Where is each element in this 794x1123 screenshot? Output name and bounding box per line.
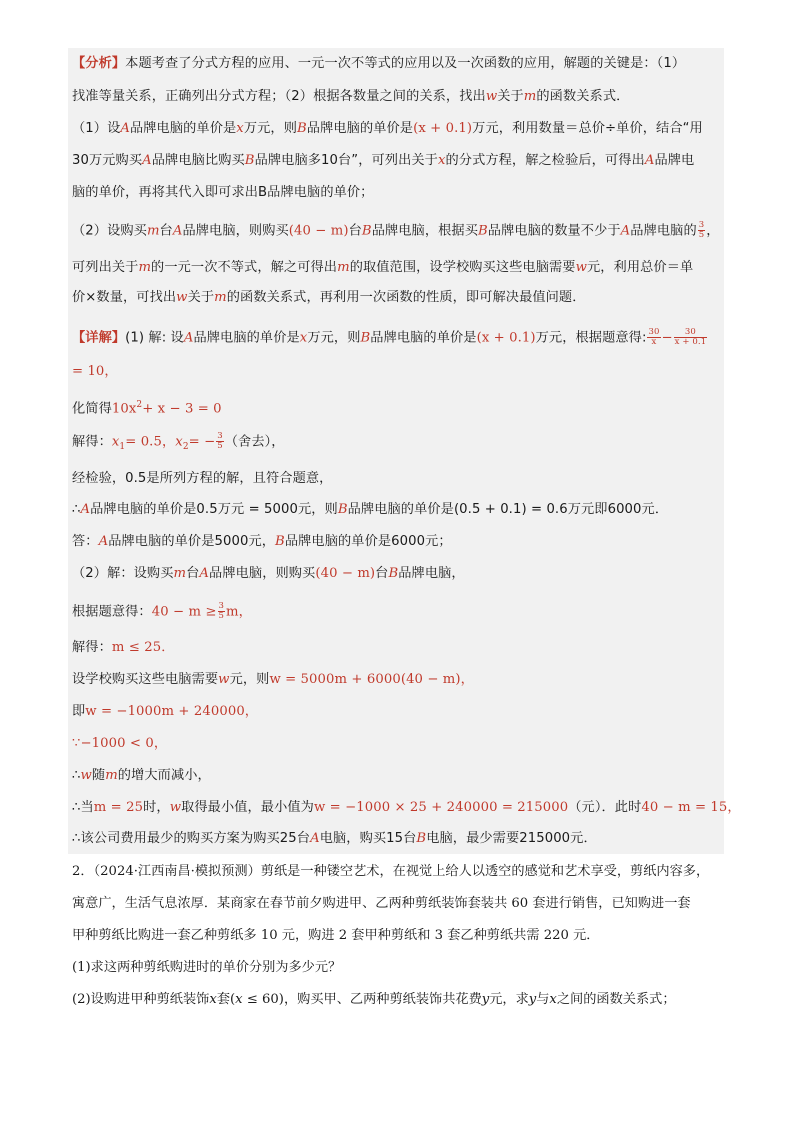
- text-span: 品牌电脑的单价是: [193, 330, 300, 346]
- detail-line-5: [72, 469, 732, 489]
- math-var: m: [337, 260, 350, 275]
- math-expr: (x + 0.1): [413, 121, 473, 136]
- math-var: w: [176, 290, 188, 305]
- math-expr: 40 − m ≥: [151, 604, 217, 620]
- math-var: m: [214, 290, 227, 305]
- math-expr: = 10，: [72, 364, 118, 379]
- math-var: B: [337, 502, 348, 517]
- text-span: 万元，则: [307, 330, 361, 346]
- text-span: 的一元一次不等式，解之可得出: [151, 260, 338, 275]
- text-span: 品牌电脑，: [398, 566, 465, 581]
- math-subscript: 2: [182, 442, 189, 453]
- text-span: 关于: [497, 89, 524, 104]
- text-span: 品牌电脑多10台”，可列出关于: [254, 153, 438, 168]
- analysis-line-2: [72, 87, 732, 107]
- text-span: 台: [348, 223, 362, 239]
- fraction: [647, 328, 660, 347]
- text-span: 关于: [187, 290, 215, 305]
- math-expr: (x + 0.1): [476, 330, 536, 346]
- fraction-numerator: 3: [698, 220, 705, 230]
- text-span: 脑的单价，再将其代入即可求出B品牌电脑的单价；: [72, 185, 374, 200]
- math-expr: (40 − m): [288, 223, 349, 239]
- math-var: w: [169, 800, 182, 815]
- text-span: 品牌电脑的数量不少于: [487, 223, 621, 239]
- detail-line-13: [72, 734, 732, 754]
- detail-line-10: [72, 638, 732, 658]
- math-expr: + x − 3 = 0: [142, 401, 222, 417]
- text-span: 万元，根据题意得:: [535, 330, 647, 346]
- detail-line-12: [72, 702, 732, 722]
- math-var: A: [142, 153, 152, 168]
- detail-line-3: [72, 395, 732, 419]
- detail-line-9: [72, 602, 732, 623]
- math-var: B: [297, 121, 307, 136]
- text-span: 价×数量，可找出: [72, 290, 177, 305]
- analysis-part2-line-2: [72, 258, 732, 278]
- text-span: 的分式方程，解之检验后，可得出: [445, 153, 645, 168]
- fraction-denominator: x + 0.1: [674, 337, 707, 347]
- text-span: 之间的函数关系式；: [556, 992, 676, 1007]
- analysis-part2-line-3: [72, 288, 732, 308]
- math-expr: 10x: [111, 401, 137, 417]
- fraction-denominator: 5: [698, 230, 705, 240]
- text-span: 可列出关于: [72, 260, 139, 275]
- math-var: A: [199, 566, 210, 581]
- math-var: A: [620, 223, 631, 239]
- math-var: y: [481, 992, 490, 1007]
- fraction-denominator: x: [651, 337, 657, 347]
- math-var: B: [478, 223, 488, 239]
- text-span: 台: [159, 223, 173, 239]
- math-var: y: [528, 992, 537, 1007]
- math-var: B: [388, 566, 399, 581]
- math-var: m: [173, 566, 187, 581]
- math-expr: w = −1000m + 240000，: [85, 704, 259, 719]
- math-expr: (40 − m): [315, 566, 376, 581]
- math-var: x: [236, 121, 244, 136]
- analysis-text: 本题考查了分式方程的应用、一元一次不等式的应用以及一次函数的应用，解题的关键是：（1）: [125, 56, 686, 71]
- detail-line-6: [72, 500, 732, 520]
- analysis-part1-line-3: [72, 183, 732, 203]
- fraction-denominator: 5: [218, 611, 225, 621]
- math-var: A: [172, 223, 183, 239]
- detail-line-2: [72, 362, 732, 382]
- math-var: A: [644, 153, 655, 168]
- math-var: B: [416, 831, 427, 846]
- text-span: （2）设购买: [72, 223, 147, 239]
- math-var: w: [80, 768, 92, 783]
- text-span: 品牌电脑的单价是: [370, 330, 477, 346]
- math-var: x: [235, 992, 243, 1007]
- analysis-part1-line-2: [72, 151, 732, 171]
- math-var: x: [175, 434, 183, 450]
- text-span: 的取值范围，设学校购买这些电脑需要: [349, 260, 576, 275]
- math-var: B: [361, 223, 372, 239]
- math-var: B: [275, 534, 285, 549]
- analysis-tag: 【分析】: [72, 56, 126, 71]
- text-span: （2）解：设购买: [72, 566, 174, 581]
- text-span: 取得最小值，最小值为: [181, 800, 314, 815]
- text-span: (1) 解: 设: [125, 330, 184, 346]
- text-span: 与: [536, 992, 550, 1007]
- text-span: 电脑，购买15台: [319, 831, 417, 846]
- text-span: 设学校购买这些电脑需要: [72, 672, 219, 687]
- detail-line-8: [72, 564, 732, 584]
- math-var: w: [218, 672, 230, 687]
- text-span: 即: [72, 704, 86, 719]
- text-span: 品牌电脑，则购买: [182, 223, 289, 239]
- fraction: [674, 328, 708, 347]
- text-span: 元，利用总价＝单: [586, 260, 694, 275]
- text-span: 品牌电脑比购买: [151, 153, 245, 168]
- text-span: 电脑，最少需要215000元．: [426, 831, 597, 846]
- math-superscript: 2: [136, 400, 143, 410]
- math-expr: m ≤ 25．: [111, 640, 175, 655]
- math-var: A: [80, 502, 91, 517]
- text-span: 找准等量关系，正确列出分式方程；（2）根据各数量之间的关系，找出: [72, 89, 486, 104]
- text-span: 随: [91, 768, 106, 783]
- text-span: 品牌电脑的: [630, 223, 697, 239]
- text-span: 品牌电脑的单价是5000元，: [108, 534, 276, 549]
- text-span: 品牌电脑的单价是(0.5 + 0.1) = 0.6万元即6000元．: [347, 502, 669, 517]
- detail-line-7: [72, 532, 732, 552]
- math-expr: = 0.5，: [125, 434, 176, 450]
- detail-line-15: [72, 798, 741, 818]
- text-span: 化简得: [72, 401, 112, 417]
- math-expr: w = −1000 × 25 + 240000 = 215000: [313, 800, 569, 815]
- detail-tag: 【详解】: [72, 330, 126, 346]
- text-span: 答：: [72, 534, 99, 549]
- math-var: m: [105, 768, 118, 783]
- math-subscript: 1: [119, 442, 126, 453]
- question-2-part-1: (1)求这两种剪纸购进时的单价分别为多少元？: [72, 960, 342, 975]
- text-span: （元）．此时: [568, 800, 642, 815]
- text-span: （1）设: [72, 121, 121, 136]
- text-span: 经检验，0.5是所列方程的解，且符合题意，: [72, 471, 333, 486]
- question-2-line-2: 寓意广，生活气息浓厚．某商家在春节前夕购进甲、乙两种剪纸装饰套装共 60 套进行销售，已知购进一套: [72, 896, 691, 911]
- math-var: x: [299, 330, 308, 346]
- text-span: 品牌电脑的单价是: [306, 121, 414, 136]
- text-span: ，: [706, 223, 720, 239]
- math-var: x: [209, 992, 217, 1007]
- math-var: m: [523, 89, 537, 104]
- text-span: 元，求: [489, 992, 529, 1007]
- text-span: 30万元购买: [72, 153, 143, 168]
- text-span: ≤ 60)，购买甲、乙两种剪纸装饰共花费: [242, 992, 482, 1007]
- math-expr: w = 5000m + 6000(40 − m)，: [269, 672, 474, 687]
- math-var: A: [310, 831, 320, 846]
- text-span: 品牌电脑，根据买: [371, 223, 478, 239]
- text-span: 的增大而减小，: [117, 768, 211, 783]
- text-span: 万元，则: [243, 121, 297, 136]
- math-operator: −: [661, 330, 673, 346]
- fraction-numerator: 30: [674, 328, 708, 338]
- text-span: （舍去），: [224, 434, 285, 450]
- text-span: 解得：: [72, 434, 112, 450]
- fraction: [218, 602, 226, 621]
- math-expr: = −: [188, 434, 216, 450]
- math-var: w: [575, 260, 587, 275]
- detail-line-16: [72, 829, 732, 849]
- fraction-denominator: 5: [217, 441, 223, 451]
- analysis-part2-line-1: [72, 221, 732, 242]
- question-2-part-2: [72, 990, 732, 1010]
- text-span: ∴当: [72, 800, 94, 815]
- math-expr: m = 25: [93, 800, 144, 815]
- detail-line-4: [72, 432, 732, 457]
- text-span: ∴该公司费用最少的购买方案为购买25台: [72, 831, 311, 846]
- math-var: B: [360, 330, 371, 346]
- text-span: 时，: [143, 800, 170, 815]
- text-span: 套(: [216, 992, 236, 1007]
- text-span: 的函数关系式．: [536, 89, 630, 104]
- fraction: [216, 432, 224, 451]
- math-var: A: [183, 330, 194, 346]
- text-span: 的函数关系式，再利用一次函数的性质，即可解决最值问题．: [226, 290, 586, 305]
- question-2-line-1: 2．（2024·江西南昌·模拟预测）剪纸是一种镂空艺术，在视觉上给人以透空的感觉和艺术享受，剪纸内容多，: [72, 864, 710, 879]
- text-span: 品牌电脑的单价是: [129, 121, 237, 136]
- math-var: x: [549, 992, 557, 1007]
- math-var: B: [244, 153, 255, 168]
- text-span: 元，则: [229, 672, 270, 687]
- text-span: 万元，利用数量＝总价÷单价，结合“用: [472, 121, 703, 136]
- text-span: 品牌电脑的单价是6000元；: [284, 534, 452, 549]
- text-span: 品牌电: [654, 153, 695, 168]
- text-span: ∴: [72, 768, 81, 783]
- analysis-line-1: [72, 54, 732, 74]
- math-expr: ∵−1000 < 0，: [72, 736, 168, 751]
- math-var: x: [437, 153, 446, 168]
- math-expr: 40 − m = 15，: [641, 800, 741, 815]
- text-span: 根据题意得：: [72, 604, 152, 620]
- detail-line-1: [72, 328, 732, 349]
- text-span: 台: [375, 566, 389, 581]
- math-var: w: [485, 89, 498, 104]
- text-span: 解得：: [72, 640, 112, 655]
- fraction: [698, 221, 706, 240]
- text-span: 品牌电脑的单价是0.5万元 = 5000元，则: [90, 502, 338, 517]
- question-2-line-3: 甲种剪纸比购进一套乙种剪纸多 10 元，购进 2 套甲种剪纸和 3 套乙种剪纸共需 220 元．: [72, 928, 600, 943]
- math-var: A: [120, 121, 130, 136]
- math-var: x: [111, 434, 120, 450]
- math-var: m: [138, 260, 152, 275]
- fraction-numerator: 30: [648, 327, 660, 337]
- text-span: 台: [186, 566, 200, 581]
- fraction-numerator: 3: [217, 431, 223, 441]
- detail-line-14: [72, 766, 732, 786]
- math-var: m: [146, 223, 160, 239]
- text-span: 品牌电脑，则购买: [209, 566, 316, 581]
- analysis-part1-line-1: [72, 119, 732, 139]
- math-var: A: [98, 534, 109, 549]
- math-expr: m，: [226, 604, 252, 620]
- text-span: ∴: [72, 502, 81, 517]
- detail-line-11: [72, 670, 732, 690]
- text-span: (2)设购进甲种剪纸装饰: [72, 992, 210, 1007]
- fraction-numerator: 3: [218, 601, 225, 611]
